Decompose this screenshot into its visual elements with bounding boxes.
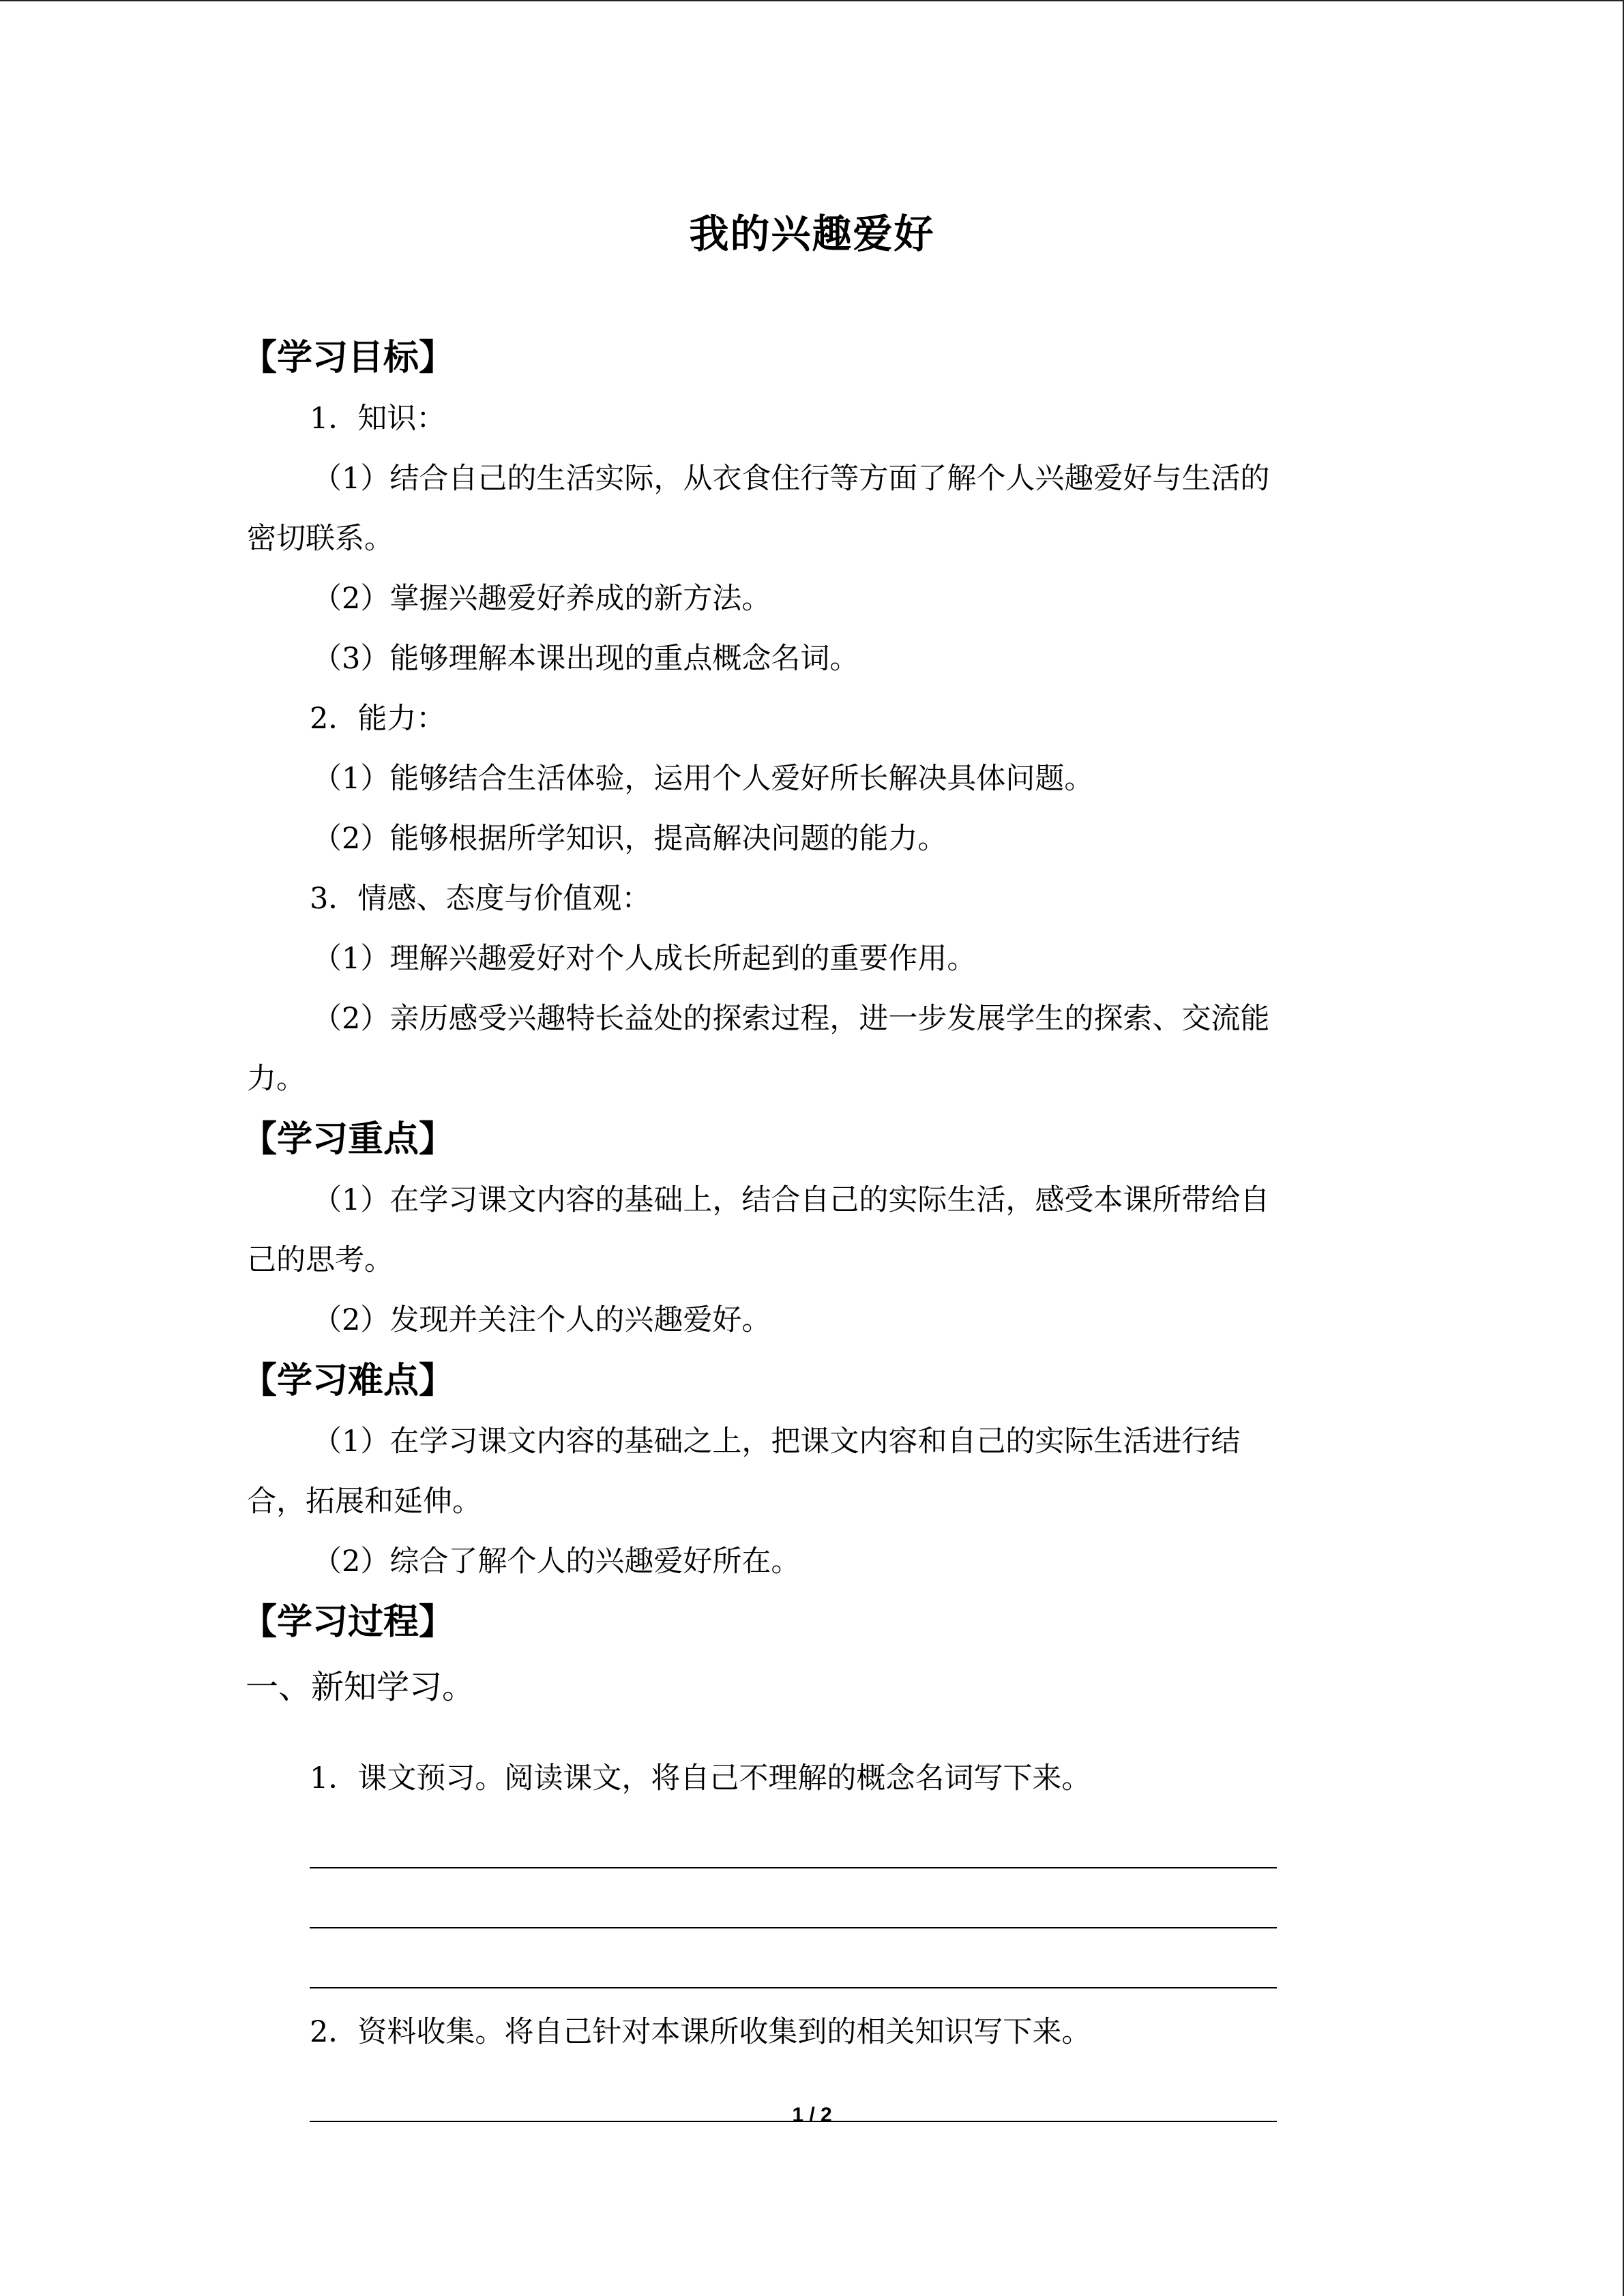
- emotion-item-2-line2: 力。: [247, 1062, 306, 1096]
- knowledge-item-3: （3）能够理解本课出现的重点概念名词。: [312, 642, 859, 676]
- page-number: 1 / 2: [792, 2104, 832, 2126]
- document-body: [241, 327, 1379, 2122]
- emotion-label: 3．情感、态度与价值观：: [310, 882, 651, 916]
- page-title: 我的兴趣爱好: [689, 211, 935, 257]
- emotion-item-2-line1: （2）亲历感受兴趣特长益处的探索过程，进一步发展学生的探索、交流能: [312, 1002, 1270, 1036]
- process-heading: 【学习过程】: [241, 1601, 455, 1643]
- process-part-1: 一、新知学习。: [246, 1668, 475, 1706]
- answer-line[interactable]: [310, 1808, 1277, 1868]
- key-points-heading: 【学习重点】: [241, 1118, 455, 1160]
- emotion-item-1: （1）理解兴趣爱好对个人成长所起到的重要作用。: [312, 942, 977, 976]
- answer-line[interactable]: [310, 1928, 1277, 1988]
- knowledge-item-1-line1: （1）结合自己的生活实际，从衣食住行等方面了解个人兴趣爱好与生活的: [312, 462, 1270, 496]
- knowledge-item-1-line2: 密切联系。: [247, 522, 394, 556]
- task-2: 2．资料收集。将自己针对本课所收集到的相关知识写下来。: [310, 2015, 1091, 2049]
- knowledge-label: 1．知识：: [310, 402, 446, 436]
- difficulties-heading: 【学习难点】: [241, 1360, 455, 1401]
- difficulty-1-line2: 合，拓展和延伸。: [247, 1485, 482, 1519]
- answer-line[interactable]: [310, 1868, 1277, 1928]
- knowledge-item-2: （2）掌握兴趣爱好养成的新方法。: [312, 582, 771, 616]
- ability-label: 2．能力：: [310, 702, 446, 736]
- difficulty-1-line1: （1）在学习课文内容的基础之上，把课文内容和自己的实际生活进行结: [312, 1425, 1241, 1459]
- ability-item-2: （2）能够根据所学知识，提高解决问题的能力。: [312, 822, 947, 856]
- page-top-border: [0, 0, 1624, 1]
- key-point-1-line1: （1）在学习课文内容的基础上，结合自己的实际生活，感受本课所带给自: [312, 1183, 1270, 1217]
- task-1: 1．课文预习。阅读课文，将自己不理解的概念名词写下来。: [310, 1761, 1091, 1795]
- key-point-1-line2: 己的思考。: [247, 1243, 394, 1277]
- key-point-2: （2）发现并关注个人的兴趣爱好。: [312, 1303, 771, 1337]
- ability-item-1: （1）能够结合生活体验，运用个人爱好所长解决具体问题。: [312, 762, 1094, 796]
- difficulty-2: （2）综合了解个人的兴趣爱好所在。: [312, 1545, 801, 1579]
- objectives-heading: 【学习目标】: [241, 337, 455, 378]
